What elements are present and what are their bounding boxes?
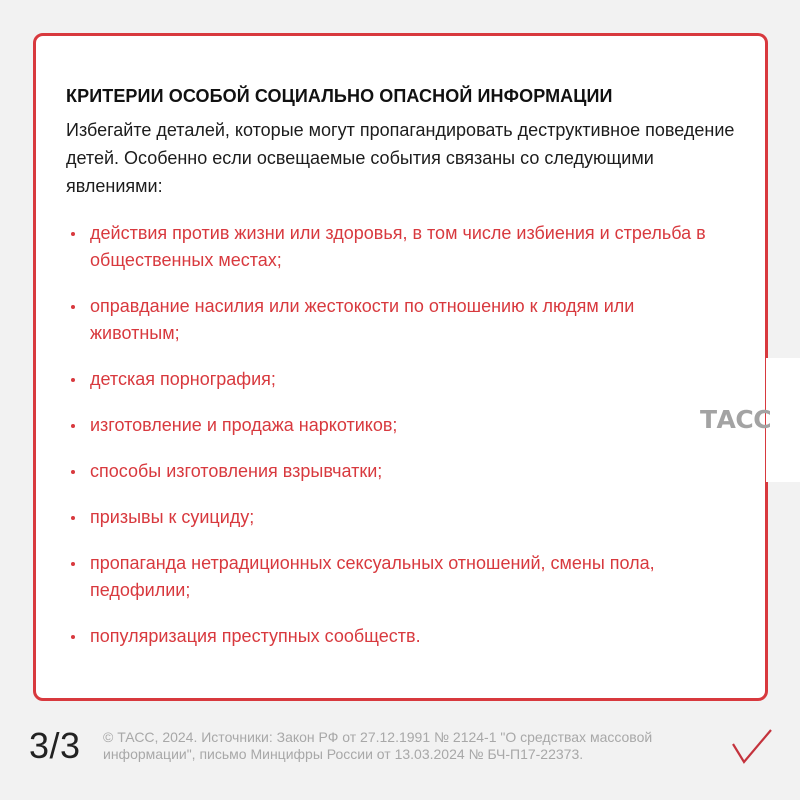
bullet-icon	[71, 562, 75, 566]
bullet-icon	[71, 470, 75, 474]
list-item-label: изготовление и продажа наркотиков;	[90, 415, 398, 435]
list-item	[66, 293, 726, 347]
card-intro: Избегайте деталей, которые могут пропагандировать деструктивное поведение детей. Особенно если освещаемые события связаны со следующими явлениями:	[66, 120, 735, 196]
list-item	[66, 504, 726, 531]
list-item	[66, 412, 726, 439]
criteria-list	[66, 220, 732, 650]
list-item-label: способы изготовления взрывчатки;	[90, 461, 383, 481]
list-item	[66, 458, 726, 485]
list-item-label: оправдание насилия или жестокости по отношению к людям или животным;	[90, 296, 635, 343]
list-item-label: популяризация преступных сообществ.	[90, 626, 421, 646]
footer	[0, 712, 800, 800]
bullet-icon	[71, 635, 75, 639]
tass-logo: ТАСС	[700, 405, 772, 434]
bullet-icon	[71, 516, 75, 520]
page-counter: 3/3	[29, 725, 81, 766]
list-item-label: действия против жизни или здоровья, в том числе избиения и стрельба в общественных местах;	[90, 223, 706, 270]
list-item	[66, 550, 726, 604]
criteria-card	[33, 33, 768, 701]
checkmark-icon	[731, 728, 773, 766]
list-item-label: призывы к суициду;	[90, 507, 255, 527]
list-item-label: детская порнография;	[90, 369, 276, 389]
list-item	[66, 623, 726, 650]
bullet-icon	[71, 424, 75, 428]
list-item	[66, 366, 726, 393]
card-heading: КРИТЕРИИ ОСОБОЙ СОЦИАЛЬНО ОПАСНОЙ ИНФОРМАЦИИ	[66, 86, 613, 106]
source-note: © ТАСС, 2024. Источники: Закон РФ от 27.12.1991 № 2124-1 "О средствах массовой информации", письмо Минцифры России от 13.03.2024 № БЧ-П17-22373.	[103, 729, 653, 762]
bullet-icon	[71, 305, 75, 309]
list-item-label: пропаганда нетрадиционных сексуальных отношений, смены пола, педофилии;	[90, 553, 655, 600]
list-item	[66, 220, 726, 274]
bullet-icon	[71, 232, 75, 236]
bullet-icon	[71, 378, 75, 382]
